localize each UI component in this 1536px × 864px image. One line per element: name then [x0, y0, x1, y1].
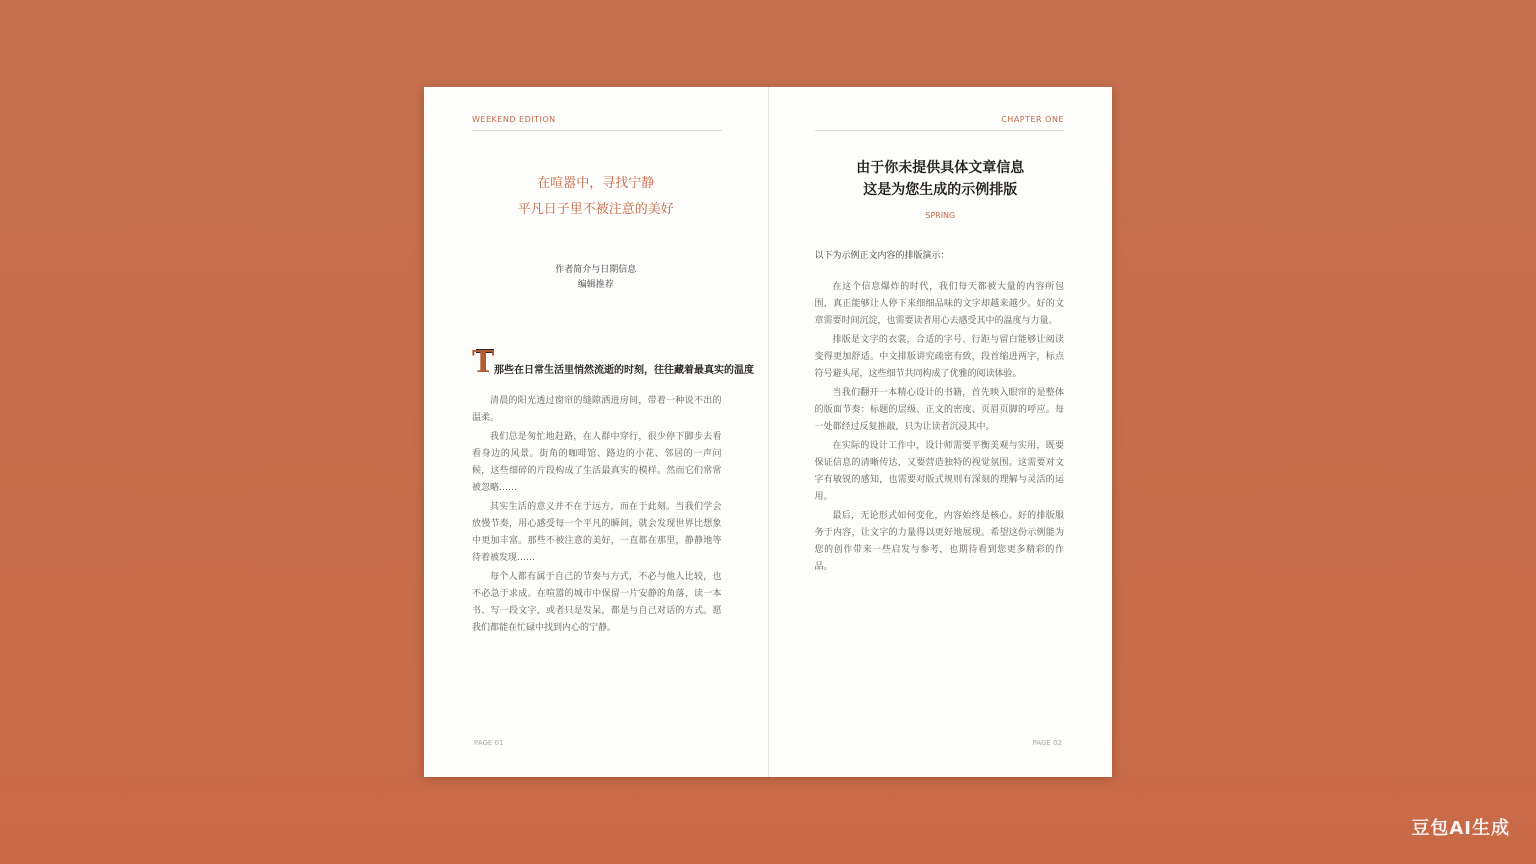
left-page: [424, 87, 769, 777]
article-title: [799, 157, 1083, 201]
body-paragraph: 排版是文字的衣裳，合适的字号、行距与留白能够让阅读变得更加舒适。中文排版讲究疏密有致，段首缩进两字，标点符号避头尾，这些细节共同构成了优雅的阅读体验。: [814, 335, 1064, 379]
body-paragraph: 清晨的阳光透过窗帘的缝隙洒进房间，带着一种说不出的温柔。: [472, 396, 722, 423]
body-paragraph: 其实生活的意义并不在于远方，而在于此刻。当我们学会放慢节奏，用心感受每一个平凡的瞬间，就会发现世界比想象中更加丰富。那些不被注意的美好，一直都在那里，静静地等待着被发现……: [472, 502, 722, 563]
body-column: [815, 279, 1065, 719]
page-number: PAGE 02: [1032, 739, 1062, 747]
page-number: PAGE 01: [474, 739, 504, 747]
body-paragraph: 当我们翻开一本精心设计的书籍，首先映入眼帘的是整体的版面节奏：标题的层级、正文的密度、页眉页脚的呼应。每一处都经过反复推敲，只为让读者沉浸其中。: [814, 388, 1064, 432]
body-paragraph: 在这个信息爆炸的时代，我们每天都被大量的内容所包围，真正能够让人停下来细细品味的文字却越来越少。好的文章需要时间沉淀，也需要读者用心去感受其中的温度与力量。: [814, 282, 1064, 326]
ai-watermark: 豆包AI生成: [1411, 818, 1510, 839]
article-title: [464, 171, 728, 223]
author-line: 编辑推荐: [577, 280, 614, 290]
author-line: 作者简介与日期信息: [555, 265, 637, 275]
dropcap: T: [472, 345, 495, 380]
body-paragraph: 我们总是匆忙地赶路，在人群中穿行，很少停下脚步去看看身边的风景。街角的咖啡馆、路边的小花、邻居的一声问候，这些细碎的片段构成了生活最真实的模样。然而它们常常被忽略……: [472, 432, 722, 493]
intro-line: 以下为示例正文内容的排版演示：: [814, 251, 950, 261]
title-line: 这是为您生成的示例排版: [863, 182, 1018, 198]
title-line: 在喧嚣中，寻找宁静: [537, 176, 655, 191]
running-head: WEEKEND EDITION: [472, 115, 556, 124]
subtitle: SPRING: [925, 211, 956, 220]
magazine-spread: [424, 87, 1112, 777]
lead-text: 那些在日常生活里悄然流逝的时刻，往往藏着最真实的温度: [494, 365, 754, 376]
title-line: 平凡日子里不被注意的美好: [517, 202, 674, 217]
body-paragraph: 最后，无论形式如何变化，内容始终是核心。好的排版服务于内容，让文字的力量得以更好地展现。希望这份示例能为您的创作带来一些启发与参考，也期待看到您更多精彩的作品。: [814, 511, 1064, 572]
running-head: CHAPTER ONE: [1001, 115, 1064, 124]
header-rule: [815, 130, 1065, 131]
body-paragraph: 每个人都有属于自己的节奏与方式，不必与他人比较，也不必急于求成。在喧嚣的城市中保留一片安静的角落，读一本书、写一段文字，或者只是发呆，都是与自己对话的方式。愿我们都能在忙碌中找到内心的宁静。: [472, 572, 722, 633]
body-column: [472, 393, 722, 709]
body-paragraph: 在实际的设计工作中，设计师需要平衡美观与实用，既要保证信息的清晰传达，又要营造独特的视觉氛围。这需要对文字有敏锐的感知，也需要对版式规则有深刻的理解与灵活的运用。: [814, 441, 1064, 502]
author-info: [484, 263, 708, 293]
header-rule: [472, 130, 722, 131]
lead-paragraph: [472, 345, 754, 380]
title-line: 由于你未提供具体文章信息: [856, 160, 1025, 176]
right-page: [769, 87, 1113, 777]
